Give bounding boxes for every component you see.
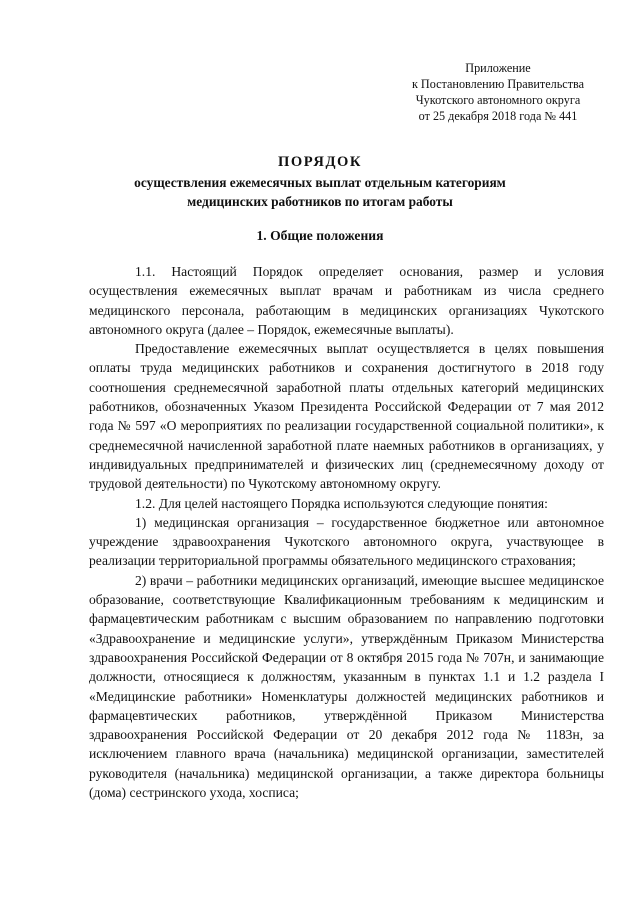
- definition-medical-organization: 1) медицинская организация – государственное бюджетное или автономное учреждение здравоохранения Чукотского автономного округа, участвующее в реализации территориальной программы обязательного медицинского страхования;: [89, 514, 604, 569]
- annex-date-number: от 25 декабря 2018 года № 441: [418, 109, 578, 123]
- body-text: [89, 262, 604, 802]
- subtitle-line-1: осуществления ежемесячных выплат отдельным категориям: [134, 175, 506, 190]
- annex-region: Чукотского автономного округа: [415, 93, 581, 107]
- document-subtitle: [0, 173, 640, 211]
- definition-doctors: 2) врачи – работники медицинских организаций, имеющие высшее медицинское образование, соответствующие Квалификационным требованиям к медицинским и фармацевтическим работникам с высшим образованием по направлению подготовки «Здравоохранение и медицинские услуги», утверждённым Приказом Министерства здравоохранения Российской Федерации от 8 октября 2015 года № 707н, и занимающие должности, относящиеся к должностям, указанным в пунктах 1.1 и 1.2 раздела I «Медицинские работники» Номенклатуры должностей медицинских работников и фармацевтических работников, утверждённой Приказом Министерства здравоохранения Российской Федерации от 20 декабря 2012 года № 1183н, за исключением главного врача (начальника) медицинской организации, заместителей руководителя (начальника) медицинской организации, а также директора больницы (дома) сестринского ухода, хосписа;: [89, 572, 604, 801]
- annex-label: Приложение: [465, 61, 531, 75]
- document-title: ПОРЯДОК: [278, 154, 362, 170]
- paragraph-1-1: 1.1. Настоящий Порядок определяет основания, размер и условия осуществления ежемесячных выплат врачам и работникам из числа среднего медицинского персонала, работающим в медицинских организациях Чукотского автономного округа (далее – Порядок, ежемесячные выплаты).: [89, 264, 604, 337]
- paragraph-purpose: Предоставление ежемесячных выплат осуществляется в целях повышения оплаты труда медицинских работников и сохранения достигнутого в 2018 году соотношения среднемесячной заработной платы отдельных категорий медицинских работников, обозначенных Указом Президента Российской Федерации от 7 мая 2012 года № 597 «О мероприятиях по реализации государственной социальной политики», к среднемесячной начисленной заработной плате наемных работников в организациях, у индивидуальных предпринимателей и физических лиц (среднемесячному доходу от трудовой деятельности) по Чукотскому автономному округу.: [89, 341, 604, 492]
- subtitle-line-2: медицинских работников по итогам работы: [187, 194, 453, 209]
- annex-resolution-ref: к Постановлению Правительства: [411, 77, 585, 91]
- annex-block: [398, 60, 598, 124]
- paragraph-1-2: 1.2. Для целей настоящего Порядка используются следующие понятия:: [135, 495, 548, 511]
- section-heading: 1. Общие положения: [256, 228, 384, 243]
